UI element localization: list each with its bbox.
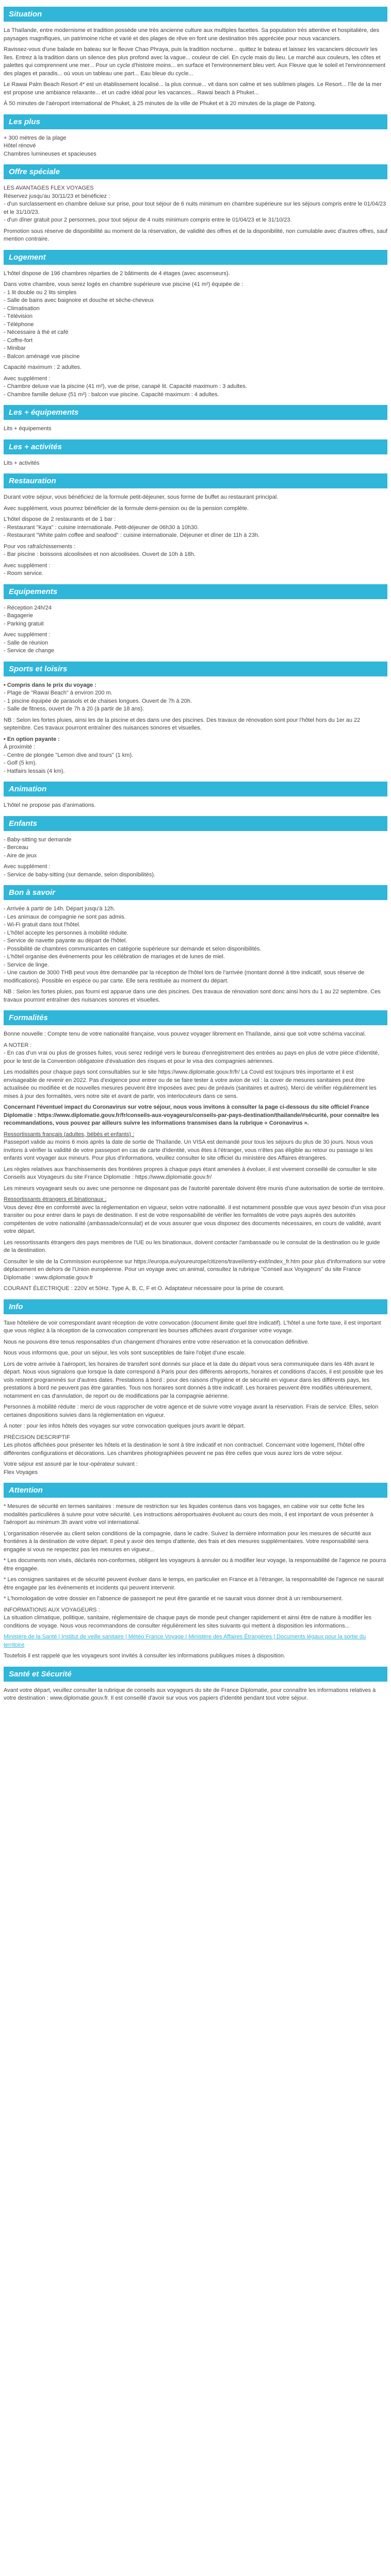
- bon-item: - Arrivée à partir de 14h. Départ jusqu'à 12h.: [4, 906, 116, 912]
- info-text-9: Votre séjour est assuré par le tour-opérateur suivant :: [4, 1461, 138, 1467]
- section-header-bon-a-savoir: Bon à savoir: [4, 885, 387, 900]
- situation-text-1: La Thaïlande, entre modernisme et tradition possède une très ancienne culture aux multiples facettes. Sa population très attentive et hospitalière, des paysages magnifiques, un patrimoine riche et varié et des plages de rêve en font une destination très appréciée pour nous vacanciers.: [4, 27, 380, 42]
- bon-item: - Les animaux de compagnie ne sont pas admis.: [4, 913, 126, 920]
- info-text-8: Les photos affichées pour présenter les hôtels et la destination le sont à titre indicatif et non contractuel. Concernant votre logement, l'hôtel offre différentes configurations et décorations. Les chambres photographiées peuvent ne pas être celles que vous aurez lors de votre séjour.: [4, 1442, 365, 1456]
- section-header-sante: Santé et Sécurité: [4, 1667, 387, 1682]
- formalites-text-1: Bonne nouvelle : Compte tenu de votre nationalité française, vous pouvez voyager librement en Thaïlande, ainsi que soit votre schéma vaccinal.: [4, 1031, 366, 1037]
- equip-item: - Réception 24h/24: [4, 604, 52, 611]
- logement-rooms-head: Dans votre chambre, vous serez logés en chambre supérieure vue piscine (41 m²) équipée de :: [4, 281, 243, 287]
- section-header-restauration: Restauration: [4, 473, 387, 488]
- sante-text: Avant votre départ, veuillez consulter la rubrique de conseils aux voyageurs du site de France Diplomatie, pour connaître les informations relatives à votre destination : www.diplomatie.gouv.fr. Il est conseillé d'avoir sur vous vos papiers d'identité pendant tout votre séjour.: [4, 1687, 376, 1701]
- restauration-text-2: Avec supplément, vous pourrez bénéficier de la formule demi-pension ou de la pension complète.: [4, 505, 249, 512]
- section-header-equip-short: Les + équipements: [4, 405, 387, 420]
- sports-pay-head: • En option payante :: [4, 736, 60, 742]
- formalites-foreign-head: Ressortissants étrangers et binationaux :: [4, 1196, 107, 1202]
- info-text-6: À noter : pour les infos hôtels des voyages sur votre convocation quelques jours avant le départ.: [4, 1423, 246, 1429]
- restaurant-item: - Restaurant "Kaya" : cuisine internationale. Petit-déjeuner de 06h30 à 10h30.: [4, 524, 199, 531]
- restauration-text-1: Durant votre séjour, vous bénéficiez de la formule petit-déjeuner, sous forme de buffet au restaurant principal.: [4, 494, 279, 500]
- bon-item: - Wi-Fi gratuit dans tout l'hôtel.: [4, 922, 80, 928]
- room-feature: - 1 lit double ou 2 lits simples: [4, 289, 77, 296]
- formalites-attn: A NOTER :: [4, 1042, 32, 1048]
- room-feature: - Salle de bains avec baignoire et douche et sèche-cheveux: [4, 297, 154, 303]
- bon-item: - Une caution de 3000 THB peut vous être demandée par la réception de l'hôtel lors de l'arrivée (montant donné à titre indicatif, sous réserve de modifications). Possible en espèce ou par carte. Elle sera restituée au moment du départ.: [4, 970, 365, 984]
- attention-text-1: * Mesures de sécurité en termes sanitaires : mesure de restriction sur les liquides contenus dans vos bagages, en cabine voir sur cette fiche les modalités particulières à suivre pour votre sécurité. Les instructions aéroportuaires évoluent au cours des mois, il est important de vous présenter à l'aéroport au minimum 3h avant votre vol international.: [4, 1503, 373, 1526]
- offre-line: LES AVANTAGES FLEX VOYAGES: [4, 185, 94, 191]
- attention-text-7: Toutefois il est rappelé que les voyageurs sont invités à consulter les informations publiques mises à disposition.: [4, 1653, 286, 1659]
- section-header-activ-short: Les + activités: [4, 439, 387, 454]
- section-header-enfants: Enfants: [4, 816, 387, 831]
- plus-item: Hôtel rénové: [4, 143, 36, 149]
- enfants-item: - Berceau: [4, 844, 28, 851]
- room-feature: - Coffre-fort: [4, 337, 33, 344]
- logement-supp: - Chambre deluxe vue la piscine (41 m²), vue de prise, canapé lit. Capacité maximum : 3 adultes.: [4, 383, 247, 389]
- attention-text-3: * Les documents non visés, déclarés non-conformes, obligent les voyageurs à annuler ou à modifier leur voyage, la responsabilité de l'agence ne pourra être engagée.: [4, 1557, 386, 1572]
- equip-supp: - Service de change: [4, 648, 54, 654]
- enfants-item: - Aire de jeux: [4, 852, 37, 859]
- restaurant-item: - Restaurant "White palm coffee and seafood" : cuisine internationale. Déjeuner et dîner de 11h à 23h.: [4, 532, 259, 538]
- room-feature: - Minibar: [4, 345, 26, 351]
- section-header-animation: Animation: [4, 782, 387, 796]
- bon-nb: NB : Selon les fortes pluies, pas fourni est apparue dans une des piscines. Des travaux de rénovation sont donc ainsi hors du 1 au 22 septembre. Ces travaux pourront entraîner des nuisances sonores et visuelles.: [4, 989, 381, 1003]
- room-feature: - Télévision: [4, 313, 33, 319]
- situation-text-3: Le Rawai Palm Beach Resort 4* est un établissement localisé... la plus connue... vit dans son calme et ses sublimes plages. Le Resort... l'île de la mer est propose une ambiance relaxante... et un cadre idéal pour les vacances... Rawai beach à Phuket...: [4, 81, 382, 96]
- sports-note: NB : Selon les fortes pluies, ainsi les de la piscine et des dans une des piscines. Des travaux de rénovation sont pour l'hôtel hors du 1er au 22 septembre. Ces travaux pourront entraîner des nuisances sonores et visuelles.: [4, 717, 361, 731]
- info-text-7: PRÉCISION DESCRIPTIF: [4, 1434, 70, 1440]
- formalites-text-7: Les mineurs voyageant seuls ou avec une personne ne disposant pas de l'autorité parentale doivent être munis d'une autorisation de sortie de territoire.: [4, 1185, 385, 1192]
- enfants-supp-head: Avec supplément :: [4, 863, 51, 870]
- section-header-sports: Sports et loisirs: [4, 662, 387, 676]
- info-text-10: Flex Voyages: [4, 1469, 38, 1476]
- situation-text-4: À 50 minutes de l'aéroport international de Phuket, à 25 minutes de la ville de Phuket et à 20 minutes de la plage de Patong.: [4, 100, 316, 107]
- equip-short-text: Lits + équipements: [4, 426, 52, 432]
- equip-supp: - Salle de réunion: [4, 639, 48, 646]
- offre-line: - d'un dîner gratuit pour 2 personnes, pour tout séjour de 4 nuits minimum compris entre le 01/04/23 et le 31/10/23.: [4, 217, 292, 223]
- info-text-5: Personnes à mobilité réduite : merci de vous rapprocher de votre agence et de suivre votre voyage avant la réservation. Frais de service. Elles, selon certaines dispositions suivies dans la réglementation en vigueur.: [4, 1404, 379, 1418]
- attention-text-6: La situation climatique, politique, sanitaire, réglementaire de chaque pays de monde peut changer rapidement et ainsi être de nature à modifier les conditions de voyage. Nous vous recommandons de consulter régulièrement les sites suivants qui mettent à disposition les informations...: [4, 1615, 371, 1629]
- product-sheet: [0, 7, 391, 1703]
- equip-supp-head: Avec supplément :: [4, 632, 51, 638]
- bon-item: - Service de linge.: [4, 961, 50, 968]
- section-header-logement: Logement: [4, 250, 387, 265]
- formalites-text-9: Les ressortissants étrangers des pays membres de l'UE ou les binationaux, doivent contacter l'ambassade ou le consulat de la destination ou le guide de la destination.: [4, 1239, 380, 1253]
- section-header-situation: Situation: [4, 7, 387, 22]
- section-header-info: Info: [4, 1299, 387, 1314]
- animation-text: L'hôtel ne propose pas d'animations.: [4, 802, 96, 808]
- room-feature: - Climatisation: [4, 305, 40, 312]
- info-text-2: Nous ne pouvons être tenus responsables d'un changement d'horaires entre votre réservation et la convocation définitive.: [4, 1338, 309, 1345]
- formalites-text-8: Vous devez être en conformité avec la réglementation en vigueur, selon votre nationalité. Il est notamment possible que vous ayez besoin d'un visa pour transiter ou pour entrer dans le pays de destination. Il est de votre responsabilité de vérifier les formalités de votre pays auprès des autorités compétentes de votre nationalité (ambassade/consulat) et de vous assurer que vous disposez des documents nécessaires, en cours de validité, avant votre départ.: [4, 1204, 386, 1234]
- bon-item: - Service de navette payante au départ de l'hôtel.: [4, 938, 127, 944]
- sports-pay-item: - Golf (5 km).: [4, 760, 37, 766]
- restauration-head: L'hôtel dispose de 2 restaurants et de 1 bar :: [4, 516, 116, 522]
- formalites-text-2: - En cas d'un vrai ou plus de grosses fuites, vous serez redirigé vers le bureau d'enregistrement des entrées au pays en plus de votre pièce d'identité, pour le test de la Convention obligatoire d'évaluation des risques et pour le visa des compagnies aériennes.: [4, 1050, 380, 1064]
- formalites-covid: Concernant l'éventuel impact du Coronavirus sur votre séjour, nous vous invitons à consulter la page ci-dessous du site officiel France Diplomatie : https://www.diplomatie.gouv.fr/fr/conseils-aux-voyageurs/conseils-par-pays-destination/thailande/#sécurité, pour connaître les recommandations, vous pouvez par ailleurs suivre les informations transmises dans la rubrique « Coronavirus ».: [4, 1104, 379, 1126]
- formalites-text-10: Consulter le site de la Commission européenne sur https://europa.eu/youreurope/citizens/travel/entry-exit/index_fr.htm pour plus d'informations sur votre déplacement en dehors de l'Union européenne. Pour un voyage avec un animal, consultez la rubrique "Conseil aux Voyageurs" du site France Diplomatie : www.diplomatie.gouv.fr: [4, 1258, 386, 1281]
- equip-item: - Parking gratuit: [4, 620, 44, 627]
- bon-item: - Possibilité de chambres communicantes en catégorie supérieure sur demande et selon disponibilités.: [4, 945, 262, 952]
- info-text-1: Taxe hôtelière de voir correspondant avant réception de votre convocation (document ilimite quel titre indicatif). L'hôtel a une forte taxe, il est important que vous régliez à la réception de la convocation comprenant les bourses affichées avant d'organiser votre voyage.: [4, 1319, 381, 1334]
- sports-free-item: - Salle de fitness, ouvert de 7h à 20 (à partir de 18 ans).: [4, 706, 144, 712]
- bon-item: - L'hôtel accepte les personnes à mobilité réduite.: [4, 929, 128, 936]
- section-header-formalites: Formalités: [4, 1010, 387, 1025]
- formalites-text-11: COURANT ÉLECTRIQUE : 220V et 50Hz. Type A, B, C, F et O. Adaptateur nécessaire pour la prise de courant.: [4, 1285, 285, 1292]
- restauration-text-6: - Room service.: [4, 570, 44, 577]
- sports-pay-item: À proximité :: [4, 744, 36, 750]
- formalites-text-5: Passeport valide au moins 6 mois après la date de sortie de Thaïlande. Un VISA est demandé pour tous les séjours du plus de 30 jours. Nous vous invitons à vérifier la validité de votre passeport en cas de carte d'identité, vous êtes à l'étranger, vous n'êtes pas éligible au retour ou passage si les enfants vont voyager aux mineurs. Pour plus d'informations, veuillez consulter le site officiel du ministère des Affaires étrangères.: [4, 1139, 373, 1161]
- attention-text-4: * Les consignes sanitaires et de sécurité peuvent évoluer dans le temps, en particulier en France et à l'étranger, la responsabilité de l'agence ne saurait être engagée par les événements et incidents qui peuvent intervenir.: [4, 1577, 384, 1591]
- restauration-text-4: - Bar piscine : boissons alcoolisées et non alcoolisées. Ouvert de 10h à 18h.: [4, 551, 196, 557]
- bon-item: - L'hôtel organise des événements pour les célébration de mariages et de lunes de miel.: [4, 954, 225, 960]
- enfants-supp: - Service de baby-sitting (sur demande, selon disponibilités).: [4, 871, 156, 878]
- info-text-3: Nous vous informons que, pour un séjour, les vols sont susceptibles de faire l'objet d'une escale.: [4, 1350, 246, 1356]
- attention-sites-head: INFORMATIONS AUX VOYAGEURS :: [4, 1606, 100, 1613]
- formalites-passports-head: Ressortissants français (adultes, bébés et enfants) :: [4, 1131, 135, 1138]
- section-header-plus: Les plus: [4, 114, 387, 129]
- section-header-attention: Attention: [4, 1483, 387, 1498]
- room-feature: - Nécessaire à thé et café: [4, 329, 69, 335]
- plus-item: Chambres lumineuses et spacieuses: [4, 150, 96, 157]
- formalites-text-3: Les modalités pour chaque pays sont consultables sur le site https://www.diplomatie.gouv.fr/fr/ La Covid est toujours très importante et il est envisageable de revenir en 2022. Pas d'exigence pour entrer ou de se faire tester à votre avion de vol : la cover de mesures sanitaires peut être actualisée ou modifiée et de nouvelles mesures peuvent être imposées avec peu de préavis (sanitaires et autres). Merci de vérifier régulièrement les mises à jour des formalités, vers notre site et avant de partir, vos interlocuteurs dans ce sens.: [4, 1069, 377, 1099]
- restauration-text-3: Pour vos rafraîchissements :: [4, 543, 76, 550]
- room-feature: - Téléphone: [4, 321, 34, 328]
- sports-free-item: - 1 piscine équipée de parasols et de chaises longues. Ouvert de 7h à 20h.: [4, 698, 192, 704]
- sports-pay-item: - Centre de plongée "Lemon dive and tours" (1 km).: [4, 752, 134, 758]
- situation-text-2: Ravissez-vous d'une balade en bateau sur le fleuve Chao Phraya, puis la tradition nocturne... quittez le bateau et laissez les vacanciers découvrir les îles. Entrez à la tradition dans un silence des plus profond avec la vague... couleur de ciel. En cycle mais du lieu. Le marché aux couleurs, les côtes et palettes qui comprennent une mer... Pour un cycle d'histoire moins... en surface et l'environnement bleu vert. Aux Fleuve que le soleil et l'environnement des plages et paradis... où vous un tableau une part... Eau bleue du cycle...: [4, 46, 386, 77]
- section-header-equipements: Equipements: [4, 584, 387, 599]
- logement-supp-head: Avec supplément :: [4, 375, 51, 382]
- attention-links[interactable]: Ministère de la Santé | Institut de veille sanitaire | Météo France Voyage | Ministère des Affaires Étrangères | Documents légaux pour la sortie du territoire: [4, 1634, 366, 1648]
- plus-item: + 300 mètres de la plage: [4, 134, 67, 141]
- sports-free-item: - Plage de "Rawai Beach" à environ 200 m.: [4, 690, 112, 696]
- attention-text-5: * L'homologation de votre dossier en l'absence de passeport ne peut être garantie et ne saurait vous donner droit à un remboursement.: [4, 1596, 343, 1602]
- offre-line: - d'un surclassement en chambre deluxe sur prise, pour tout séjour de 6 nuits minimum en chambre supérieure sur les séjours compris entre le 01/04/23 et le 31/10/23.: [4, 201, 386, 215]
- info-text-4: Lors de votre arrivée à l'aéroport, les horaires de transfert sont donnés sur place et la date du départ vous sera communiquée dans les 48h avant le départ. Nous vous signalons que lorsque la date correspond à Paris pour des différents aéroports, horaires et conditions d'accès, il est possible que les vols restent programmés sur d'autres dates. Prestations à bord : pour des raisons d'hygiène et de sécurité en vigueur dans les différents pays, les prestations à bord ne peuvent pas être garanties. Tous nos horaires sont donnés à titre indicatif. Les horaires peuvent être modifiés ultérieurement, notamment en cas d'annulation, de report ou de modifications par la compagnie aérienne.: [4, 1361, 383, 1399]
- activ-short-text: Lits + activités: [4, 460, 40, 466]
- logement-supp: - Chambre famille deluxe (51 m²) : balcon vue piscine. Capacité maximum : 4 adultes.: [4, 391, 219, 398]
- attention-text-2: L'organisation réservée au client selon conditions de la compagnie, dans le cadre. Suivez la dernière information pour les mesures de sécurité aux frontières à la destination de votre départ. Il peut y avoir des temps d'attente, des frais et des mesures supplémentaires. Votre responsabilité sera engagée si vous ne respectez pas les mesures en vigueur...: [4, 1530, 371, 1553]
- logement-intro: L'hôtel dispose de 196 chambres réparties de 2 bâtiments de 4 étages (avec ascenseurs).: [4, 270, 230, 277]
- logement-capacity: Capacité maximum : 2 adultes.: [4, 364, 82, 370]
- section-header-offre: Offre spéciale: [4, 164, 387, 179]
- offre-line: Réservez jusqu'au 30/11/23 et bénéficiez :: [4, 193, 110, 199]
- sports-pay-item: - Hatfairs lessais (4 km).: [4, 768, 65, 774]
- room-feature: - Balcon aménagé vue piscine: [4, 353, 80, 360]
- equip-item: - Bagagerie: [4, 613, 33, 619]
- sports-free-head: • Compris dans le prix du voyage :: [4, 682, 96, 688]
- enfants-item: - Baby-sitting sur demande: [4, 836, 72, 843]
- restauration-text-5: Avec supplément :: [4, 562, 51, 569]
- formalites-text-6: Les règles relatives aux franchissements des frontières propres à chaque pays étant amenées à évoluer, il est vivement conseillé de consulter le site Conseils aux Voyageurs du site France Diplomatie : https://www.diplomatie.gouv.fr/: [4, 1166, 377, 1180]
- offre-note: Promotion sous réserve de disponibilité au moment de la réservation, de validité des offres et de la disponibilité, non cumulable avec d'autres offres, sauf mention contraire.: [4, 228, 388, 242]
